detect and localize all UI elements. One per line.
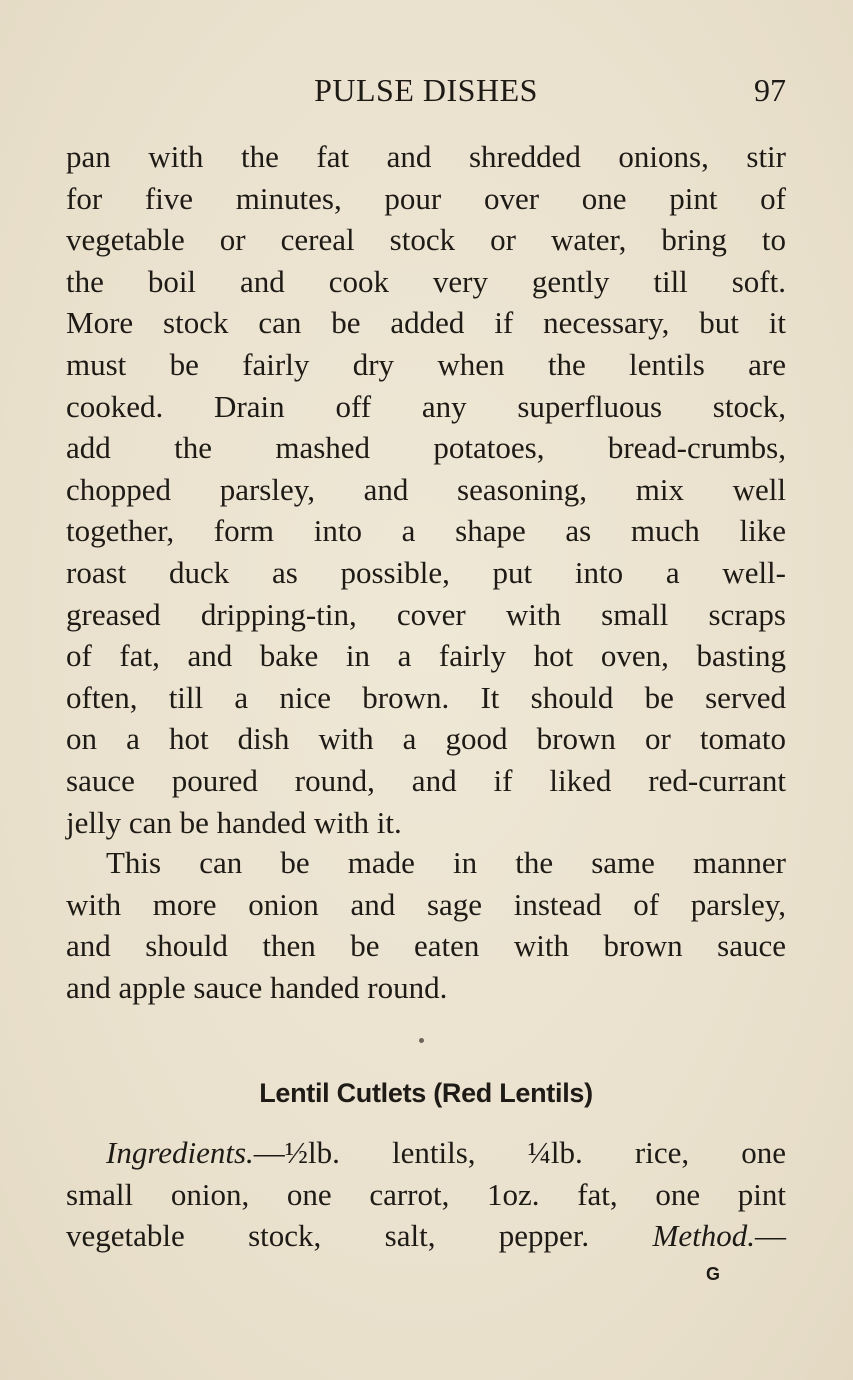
text-line xyxy=(66,1215,786,1257)
page-number: 97 xyxy=(754,72,786,108)
text-line: cooked. Drain off any superfluous stock, xyxy=(66,388,786,424)
recipe-title: Lentil Cutlets (Red Lentils) xyxy=(259,1078,593,1108)
text-line: pan with the fat and shredded onions, stir xyxy=(66,139,786,174)
paragraph-variation xyxy=(66,842,786,1008)
text-line: and apple sauce handed round. xyxy=(66,969,448,1005)
paragraph xyxy=(66,136,786,843)
text-line: together, form into a shape as much like xyxy=(66,513,786,549)
text-line: sauce poured round, and if liked red-currant xyxy=(66,762,786,798)
text-line: must be fairly dry when the lentils are xyxy=(66,346,786,382)
running-title: PULSE DISHES xyxy=(314,72,538,108)
text-line: greased dripping-tin, cover with small scraps xyxy=(66,596,786,632)
paragraph xyxy=(66,1132,786,1257)
text-line: for five minutes, pour over one pint of xyxy=(66,180,786,216)
signature-mark: G xyxy=(706,1264,721,1284)
text-line: of fat, and bake in a fairly hot oven, basting xyxy=(66,638,786,674)
paragraph-continuation xyxy=(66,136,786,843)
section-divider-dot xyxy=(419,1038,424,1043)
text-line: chopped parsley, and seasoning, mix well xyxy=(66,471,786,507)
text-line: roast duck as possible, put into a well- xyxy=(66,554,786,590)
ingredients-text: —½lb. lentils, ¼lb. rice, one xyxy=(253,1135,786,1170)
text-line: add the mashed potatoes, bread-crumbs, xyxy=(66,430,786,466)
text-line: small onion, one carrot, 1oz. fat, one pint xyxy=(66,1176,786,1212)
recipe-ingredients xyxy=(66,1132,786,1257)
text-line: jelly can be handed with it. xyxy=(66,804,402,840)
text-line: vegetable or cereal stock or water, bring to xyxy=(66,222,786,258)
text-line: and should then be eaten with brown sauce xyxy=(66,928,786,964)
paragraph xyxy=(66,842,786,1008)
text-line: This can be made in the same manner xyxy=(106,845,786,880)
text-line xyxy=(66,1132,786,1174)
text-line: More stock can be added if necessary, but it xyxy=(66,305,786,341)
ingredients-label: Ingredients. xyxy=(106,1135,254,1170)
running-head xyxy=(66,72,786,118)
method-dash: — xyxy=(755,1218,786,1254)
text-line: the boil and cook very gently till soft. xyxy=(66,263,786,299)
text-line: on a hot dish with a good brown or tomato xyxy=(66,721,786,757)
text-line: often, till a nice brown. It should be served xyxy=(66,679,786,715)
ingredients-text: vegetable stock, salt, pepper. xyxy=(66,1218,653,1254)
text-line: with more onion and sage instead of parsley, xyxy=(66,886,786,922)
method-label: Method. xyxy=(652,1218,755,1254)
